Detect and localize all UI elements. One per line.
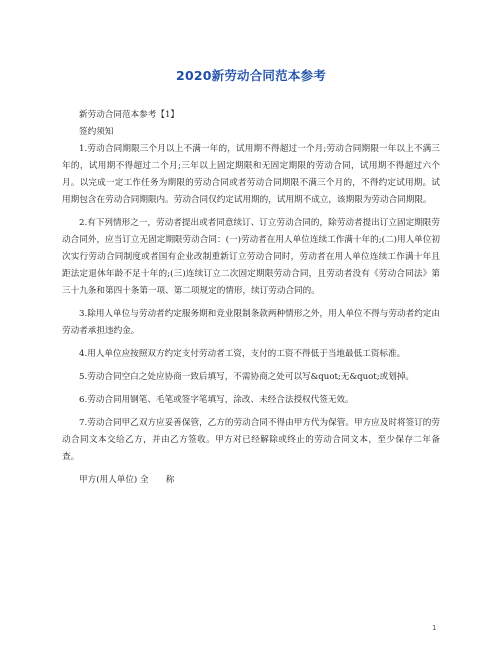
page-number: 1 [432, 624, 437, 632]
document-body [62, 107, 440, 489]
paragraph-5: 5.劳动合同空白之处应协商一致后填写，不需协商之处可以写&quot;无&quot;或划掉。 [79, 372, 415, 382]
paragraph-6: 6.劳动合同用钢笔、毛笔或签字笔填写，涂改、未经合法授权代签无效。 [79, 395, 354, 405]
party-line: 甲方(用人单位) 全 称 [79, 475, 175, 485]
paragraph-7: 7.劳动合同甲乙双方应妥善保管，乙方的劳动合同不得由甲方代为保管。甲方应及时将签订的劳动合同文本交给乙方，并由乙方签收。甲方对已经解除或终止的劳动合同文本，至少保存二年备查。 [62, 418, 440, 462]
paragraph-4: 4.用人单位应按照双方约定支付劳动者工资，支付的工资不得低于当地最低工资标准。 [79, 349, 406, 359]
document-title: 2020新劳动合同范本参考 [176, 68, 326, 83]
paragraph-3: 3.除用人单位与劳动者约定服务期和竞业限制条款两种情形之外，用人单位不得与劳动者约定由劳动者承担违约金。 [62, 309, 440, 336]
subheading: 新劳动合同范本参考【1】 [79, 110, 179, 120]
paragraph-2: 2.有下列情形之一，劳动者提出或者同意续订、订立劳动合同的，除劳动者提出订立固定期限劳动合同外，应当订立无固定期限劳动合同：(一)劳动者在用人单位连续工作满十年的;(二)用人单位初次实行劳动合同制度或者国有企业改制重新订立劳动合同时，劳动者在用人单位连续工作满十年且距法定退休年龄不足十年的;(三)连续订立二次固定期限劳动合同，且劳动者没有《劳动合同法》第三十九条和第四十条第一项、第二项规定的情形，续订劳动合同的。 [62, 218, 440, 296]
section-heading: 签约须知 [79, 127, 114, 137]
paragraph-1: 1.劳动合同期限三个月以上不满一年的，试用期不得超过一个月;劳动合同期限一年以上不满三年的，试用期不得超过二个月;三年以上固定期限和无固定期限的劳动合同，试用期不得超过六个月。以完成一定工作任务为期限的劳动合同或者劳动合同期限不满三个月的，不得约定试用期。试用期包含在劳动合同期限内。劳动合同仅约定试用期的，试用期不成立，该期限为劳动合同期限。 [62, 144, 440, 205]
